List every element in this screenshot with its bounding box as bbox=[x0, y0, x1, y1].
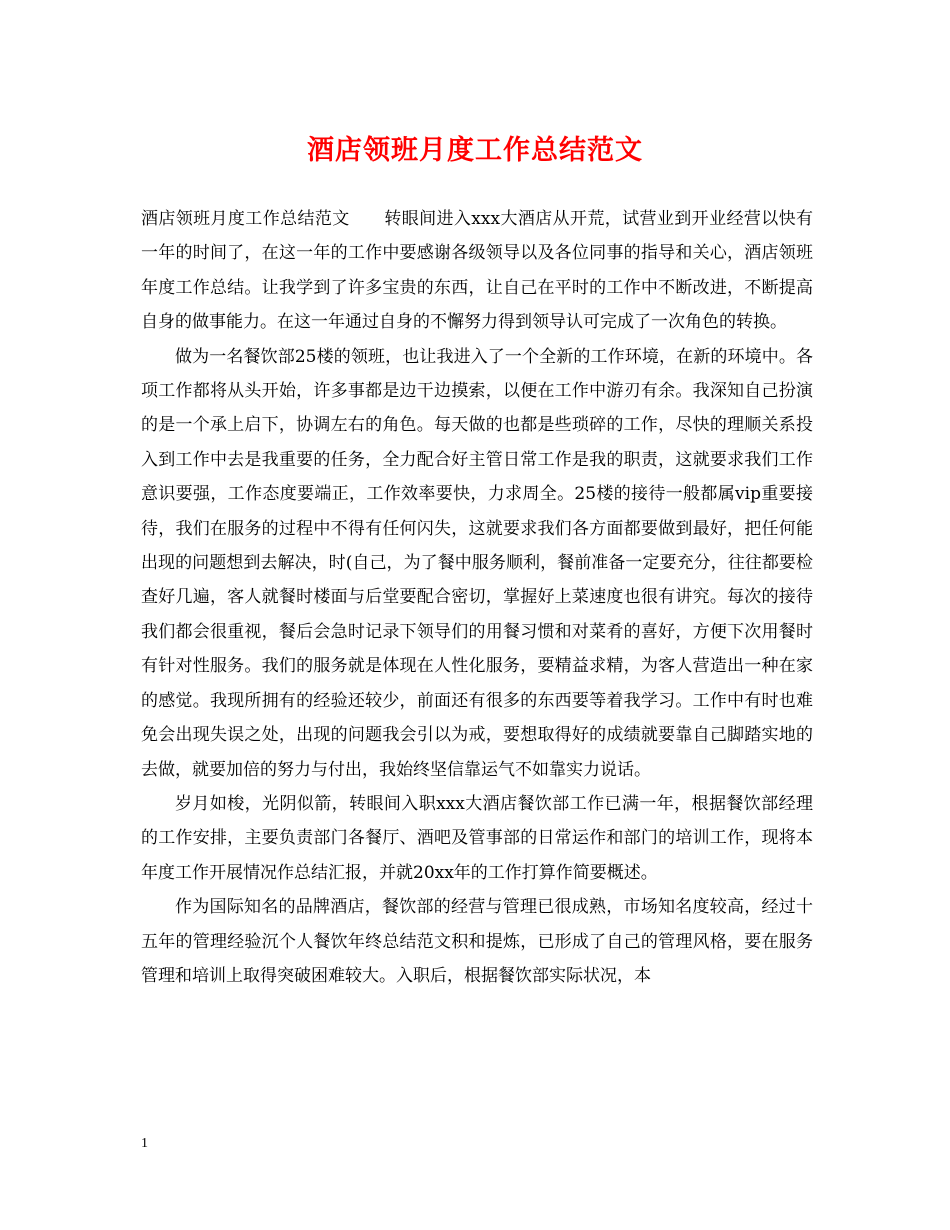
page-number: 1 bbox=[141, 1136, 148, 1151]
document-body bbox=[141, 202, 813, 993]
paragraph-3: 岁月如梭，光阴似箭，转眼间入职xxx大酒店餐饮部工作已满一年，根据餐饮部经理的工作安排，主要负责部门各餐厅、酒吧及管事部的日常运作和部门的培训工作，现将本年度工作开展情况作总结汇报，并就20xx年的工作打算作简要概述。 bbox=[141, 793, 813, 883]
paragraph-2: 做为一名餐饮部25楼的领班，也让我进入了一个全新的工作环境，在新的环境中。各项工作都将从头开始，许多事都是边干边摸索，以便在工作中游刃有余。我深知自己扮演的是一个承上启下，协调左右的角色。每天做的也都是些琐碎的工作，尽快的理顺关系投入到工作中去是我重要的任务，全力配合好主管日常工作是我的职责，这就要求我们工作意识要强，工作态度要端正，工作效率要快，力求周全。25楼的接待一般都属vip重要接待，我们在服务的过程中不得有任何闪失，这就要求我们各方面都要做到最好，把任何能出现的问题想到去解决，时(自己，为了餐中服务顺利，餐前准备一定要充分，往往都要检查好几遍，客人就餐时楼面与后堂要配合密切，掌握好上菜速度也很有讲究。每次的接待我们都会很重视，餐后会急时记录下领导们的用餐习惯和对菜肴的喜好，方便下次用餐时有针对性服务。我们的服务就是体现在人性化服务，要精益求精，为客人营造出一种在家的感觉。我现所拥有的经验还较少，前面还有很多的东西要等着我学习。工作中有时也难免会出现失误之处，出现的问题我会引以为戒，要想取得好的成绩就要靠自己脚踏实地的去做，就要加倍的努力与付出，我始终坚信靠运气不如靠实力说话。 bbox=[141, 346, 813, 780]
paragraph-1: 酒店领班月度工作总结范文 转眼间进入xxx大酒店从开荒，试营业到开业经营以快有一年的时间了，在这一年的工作中要感谢各级领导以及各位同事的指导和关心，酒店领班年度工作总结。让我学到了许多宝贵的东西，让自己在平时的工作中不断改进，不断提高自身的做事能力。在这一年通过自身的不懈努力得到领导认可完成了一次角色的转换。 bbox=[141, 209, 813, 333]
paragraph-4: 作为国际知名的品牌酒店，餐饮部的经营与管理已很成熟，市场知名度较高，经过十五年的管理经验沉个人餐饮年终总结范文积和提炼，已形成了自己的管理风格，要在服务管理和培训上取得突破困难较大。入职后，根据餐饮部实际状况，本 bbox=[141, 897, 813, 986]
document-title: 酒店领班月度工作总结范文 bbox=[307, 135, 643, 166]
